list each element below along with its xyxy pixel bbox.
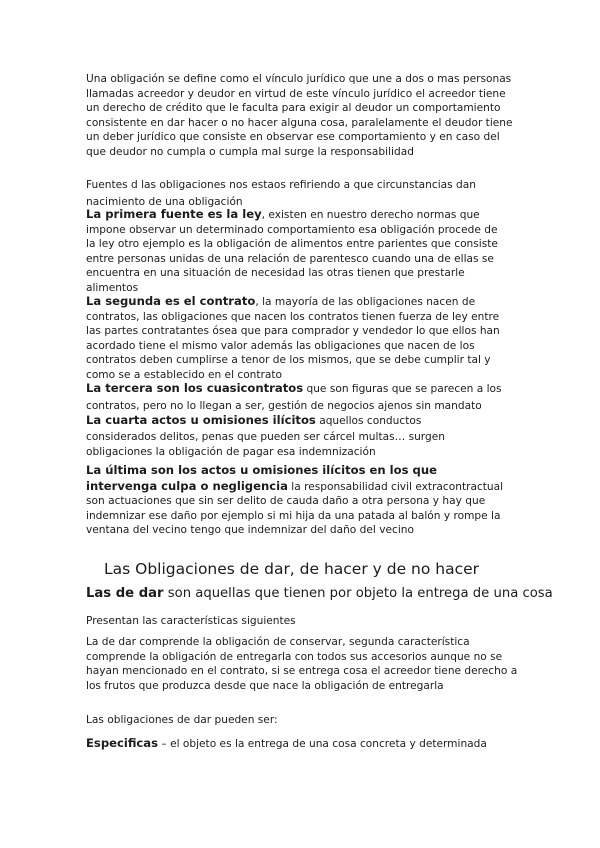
source-contract-text: , la mayoría de las obligaciones nacen de contratos, las obligaciones que nacen los contratos tienen fuerza de ley entre las partes contratantes ósea que para comprador y vendedor lo que ellos han acordado tiene el mismo valor además las obligaciones que nacen de los contratos deben cumplirse a tenor de los mismos, que se debe cumplir tal y como se a establecido en el contrato (86, 296, 500, 381)
subtitle-lead: Las de dar (86, 586, 164, 601)
source-quasi-text: que son figuras que se parecen a los contratos, pero no lo llegan a ser, gestión de negocios ajenos sin mandato (86, 383, 502, 412)
definition-paragraph: Una obligación se define como el vínculo jurídico que une a dos o mas personas llamadas acreedor y deudor en virtud de este vínculo jurídico el acreedor tiene un derecho de crédito que le faculta para exigir al deudor un comportamiento consistente en dar hacer o no hacer alguna cosa, paralelamente el deudor tiene un deber jurídico que consiste en observar ese comportamiento y en caso del que deudor no cumpla o cumpla mal surge la responsabilidad (86, 73, 513, 158)
source-contract-paragraph (86, 294, 516, 383)
source-law-paragraph (86, 207, 504, 296)
source-quasi-lead: La tercera son los cuasicontratos (86, 381, 304, 395)
source-negligence-text: la responsabilidad civil extracontractual son actuaciones que sin ser delito de cauda daño a otra persona y hay que indemnizar ese daño por ejemplo si mi hija da una patada al balón y rompe la ventana del vecino tengo que indemnizar del daño del vecino (86, 480, 504, 537)
source-quasi-paragraph (86, 380, 516, 415)
source-law-lead: La primera fuente es la ley (86, 207, 262, 221)
section-title: Las Obligaciones de dar, de hacer y de no hacer (104, 560, 480, 578)
subtitle-line (86, 586, 553, 601)
source-negligence-lead: La última son los actos u omisiones ilícitos en los que intervenga culpa o negligencia (86, 463, 437, 493)
source-illicit-lead: La cuarta actos u omisiones ilícitos (86, 413, 316, 427)
source-illicit-text: aquellos conductos considerados delitos, penas que pueden ser cárcel multas… surgen obligaciones la obligación de pagar esa indemnización (86, 415, 445, 458)
specific-paragraph (86, 736, 487, 752)
features-intro: Presentan las características siguientes (86, 615, 296, 627)
sources-intro: Fuentes d las obligaciones nos estaos refiriendo a que circunstancias dan nacimiento de una obligación (86, 179, 476, 208)
source-illicit-paragraph (86, 413, 491, 461)
source-law-text: , existen en nuestro derecho normas que impone observar un determinado comportamiento esa obligación procede de la ley otro ejemplo es la obligación de alimentos entre parientes que consiste entre personas unidas de una relación de parentesco cuando una de ellas se encuentra en una situación de necesidad las otras tienen que prestarle alimentos (86, 209, 498, 294)
source-contract-lead: La segunda es el contrato (86, 294, 256, 308)
features-paragraph: La de dar comprende la obligación de conservar, segunda característica comprende la obligación de entregarla con todos sus accesorios aunque no se hayan mencionado en el contrato, si se entrega cosa el acreedor tiene derecho a los frutos que produzca desde que nace la obligación de entregarla (86, 636, 518, 692)
source-negligence-paragraph (86, 463, 511, 538)
kinds-intro: Las obligaciones de dar pueden ser: (86, 714, 278, 726)
specific-lead: Especificas (86, 736, 159, 750)
specific-text: – el objeto es la entrega de una cosa concreta y determinada (158, 738, 487, 750)
subtitle-text: son aquellas que tienen por objeto la entrega de una cosa (163, 586, 553, 601)
